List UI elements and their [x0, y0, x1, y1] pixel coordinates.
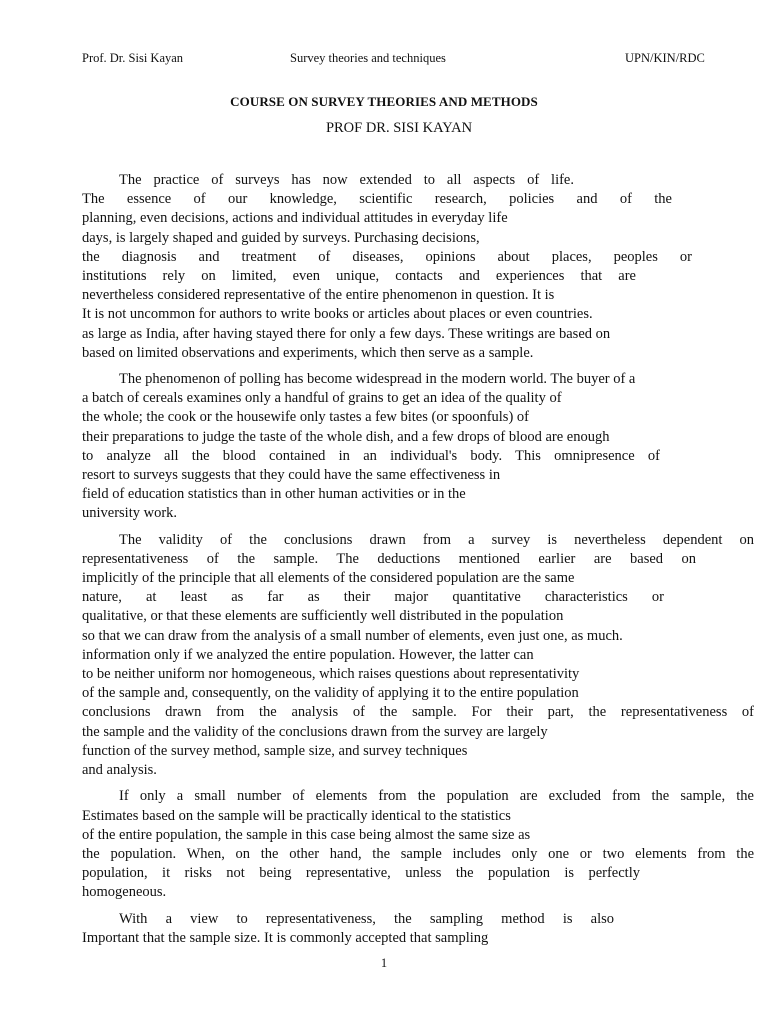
- text-line: qualitative, or that these elements are sufficiently well distributed in the population: [82, 608, 564, 625]
- text-line: representativeness of the sample. The deductions mentioned earlier are based on: [82, 550, 696, 567]
- text-line: to analyze all the blood contained in an individual's body. This omnipresence of: [82, 447, 660, 464]
- text-line: the diagnosis and treatment of diseases, opinions about places, peoples or: [82, 248, 692, 265]
- page-number: 1: [380, 956, 388, 970]
- text-line: based on limited observations and experiments, which then serve as a sample.: [82, 344, 534, 361]
- text-line: With a view to representativeness, the sampling method is also: [119, 910, 614, 927]
- text-line: their preparations to judge the taste of the whole dish, and a few drops of blood are enough: [82, 428, 610, 445]
- text-line: the sample and the validity of the conclusions drawn from the survey are largely: [82, 723, 548, 740]
- document-body: [82, 171, 754, 955]
- text-line: as large as India, after having stayed there for only a few days. These writings are based on: [82, 325, 611, 342]
- text-line: field of education statistics than in other human activities or in the: [82, 486, 466, 503]
- text-line: It is not uncommon for authors to write books or articles about places or even countries.: [82, 306, 593, 323]
- text-line: and analysis.: [82, 762, 157, 779]
- text-line: The essence of our knowledge, scientific research, policies and of the: [82, 191, 672, 208]
- text-line: The practice of surveys has now extended to all aspects of life.: [119, 172, 574, 188]
- paragraph: [82, 531, 754, 781]
- text-line: homogeneous.: [82, 884, 167, 901]
- document-author: PROF DR. SISI KAYAN: [325, 120, 473, 136]
- paragraph: [82, 171, 754, 363]
- page-header: [0, 51, 768, 67]
- text-line: of the sample and, consequently, on the validity of applying it to the entire population: [82, 685, 579, 702]
- text-line: of the entire population, the sample in this case being almost the same size as: [82, 826, 531, 843]
- text-line: function of the survey method, sample size, and survey techniques: [82, 742, 468, 759]
- text-line: planning, even decisions, actions and individual attitudes in everyday life: [82, 210, 508, 227]
- paragraph: [82, 910, 754, 948]
- text-line: nevertheless considered representative of the entire phenomenon in question. It is: [82, 287, 555, 304]
- text-line: the population. When, on the other hand, the sample includes only one or two elements from the: [82, 845, 754, 862]
- text-line: days, is largely shaped and guided by surveys. Purchasing decisions,: [82, 229, 480, 246]
- document-title: COURSE ON SURVEY THEORIES AND METHODS: [230, 94, 538, 109]
- text-line: institutions rely on limited, even unique, contacts and experiences that are: [82, 268, 636, 285]
- paragraph: [82, 370, 754, 524]
- text-line: nature, at least as far as their major quantitative characteristics or: [82, 589, 664, 606]
- text-line: The phenomenon of polling has become widespread in the modern world. The buyer of a: [119, 371, 636, 388]
- text-line: population, it risks not being representative, unless the population is perfectly: [82, 865, 640, 882]
- text-line: the whole; the cook or the housewife only tastes a few bites (or spoonfuls) of: [82, 409, 529, 426]
- text-line: The validity of the conclusions drawn from a survey is nevertheless dependent on: [119, 531, 754, 548]
- header-course: Survey theories and techniques: [290, 51, 446, 65]
- text-line: conclusions drawn from the analysis of the sample. For their part, the representativeness of: [82, 704, 754, 721]
- text-line: Estimates based on the sample will be practically identical to the statistics: [82, 807, 511, 824]
- header-institution: UPN/KIN/RDC: [625, 51, 705, 65]
- text-line: implicitly of the principle that all elements of the considered population are the same: [82, 570, 575, 587]
- text-line: so that we can draw from the analysis of a small number of elements, even just one, as much.: [82, 627, 623, 644]
- text-line: If only a small number of elements from the population are excluded from the sample, the: [119, 788, 754, 805]
- text-line: information only if we analyzed the entire population. However, the latter can: [82, 646, 534, 663]
- text-line: to be neither uniform nor homogeneous, which raises questions about representativity: [82, 666, 580, 683]
- text-line: a batch of cereals examines only a handful of grains to get an idea of the quality of: [82, 390, 562, 407]
- text-line: university work.: [82, 505, 178, 522]
- paragraph: [82, 787, 754, 902]
- text-line: Important that the sample size. It is commonly accepted that sampling: [82, 929, 489, 946]
- text-line: resort to surveys suggests that they could have the same effectiveness in: [82, 467, 501, 484]
- header-author: Prof. Dr. Sisi Kayan: [82, 51, 184, 65]
